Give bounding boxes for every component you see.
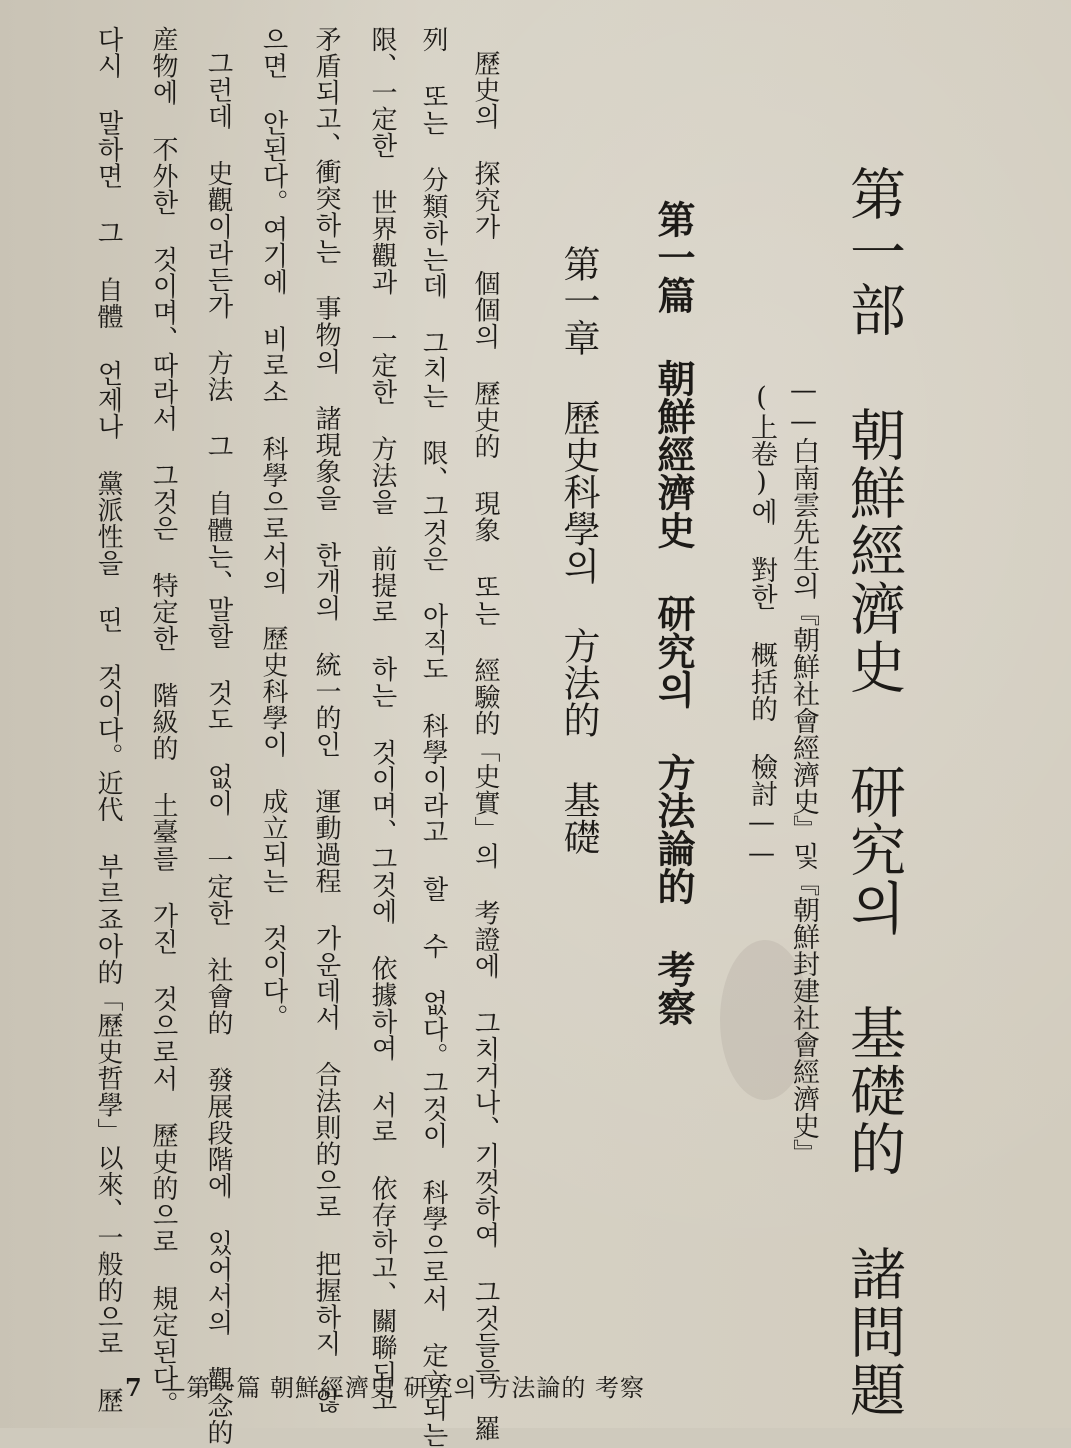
body-column-4: 矛盾되고、衝突하는 事物의 諸現象을 한개의 統一的인 運動過程 가운데서 合法則的으로 把握하지 않: [311, 26, 341, 1414]
body-column-8: 다시 말하면 그 自體 언제나 黨派性을 띤 것이다。近代 부르죠아的「歷史哲學」以來、一般的으로 歷: [93, 26, 123, 1414]
running-head: —第一篇 朝鮮經濟史 研究의 方法論的 考察: [161, 1374, 646, 1402]
body-column-6: 그런데 史觀이라든가 方法 그 自體는、말할 것도 없이 一定한 社會的 發展段階에 있어서의 觀念的: [203, 50, 233, 1446]
body-column-5: 으면 안된다。여기에 비로소 科學으로서의 歷史科學이 成立되는 것이다。: [258, 26, 288, 1031]
subtitle-line-2: (上卷)에 對한 概括的 檢討——: [746, 382, 777, 869]
body-column-7: 産物에 不外한 것이며、따라서 그것은 特定한 階級的 土臺를 가진 것으로서 歷史的으로 規定된다。: [148, 26, 178, 1418]
body-column-3: 限、一定한 世界觀과 一定한 方法을 前提로 하는 것이며、그것에 依據하여 서로 依存하고、關聯되고: [367, 26, 397, 1414]
body-column-2: 列 또는 分類하는데 그치는 限、그것은 아직도 科學이라고 할 수 없다。그것이 科學으로서 定立되는: [418, 26, 448, 1448]
page-number: 7: [125, 1373, 143, 1402]
part-title: 第一部 朝鮮經濟史 研究의 基礎的 諸問題: [841, 165, 906, 1419]
chapter-title: 第一章 歷史科學의 方法的 基礎: [557, 245, 600, 855]
body-column-1: 歷史의 探究가 個個의 歷史的 現象 또는 經驗的「史實」의 考證에 그치거나、기껏하여 그것들을 羅: [470, 50, 500, 1442]
page-footer: [125, 1368, 645, 1403]
section-title: 第一篇 朝鮮經濟史 研究의 方法論的 考察: [651, 200, 696, 1026]
subtitle-line-1: ——白南雲先生의『朝鮮社會經濟史』및『朝鮮封建社會經濟史』: [788, 375, 819, 1166]
